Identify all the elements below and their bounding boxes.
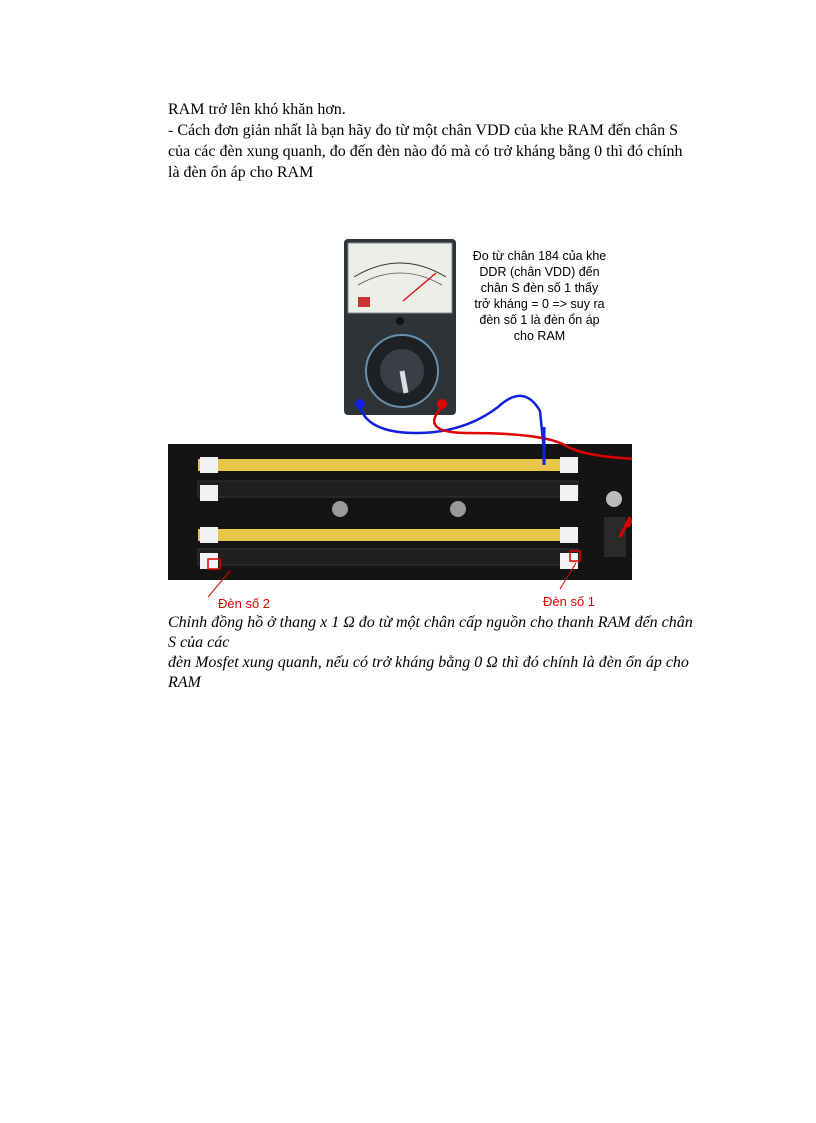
ram-slot-illustration [168, 444, 632, 580]
annotation-line: chân S đèn số 1 thấy [480, 281, 599, 295]
intro-paragraph [168, 99, 708, 183]
caption-line-4: RAM [168, 674, 201, 691]
caption-line-2: S của các [168, 634, 230, 651]
lamp-2-label: Đèn số 2 [218, 596, 271, 611]
intro-line-2: - Cách đơn giản nhất là bạn hãy đo từ một chân VDD của khe RAM đến chân S [168, 122, 679, 139]
intro-line-3: của các đèn xung quanh, đo đến đèn nào đó mà có trở kháng bằng 0 thì đó chính [168, 143, 683, 160]
annotation-line: Đo từ chân 184 của khe [472, 249, 607, 263]
figure-caption-continued [168, 653, 708, 693]
caption-line-3: đèn Mosfet xung quanh, nếu có trở kháng bằng 0 Ω thì đó chính là đèn ổn áp cho [168, 654, 689, 671]
annotation-line: đèn số 1 là đèn ổn áp [479, 313, 600, 327]
intro-line-4: là đèn ổn áp cho RAM [168, 164, 314, 181]
figure-caption [168, 613, 708, 653]
lamp-1-label: Đèn số 1 [543, 594, 596, 609]
figure-annotation [462, 248, 617, 344]
annotation-line: trở kháng = 0 => suy ra [474, 297, 605, 311]
caption-line-1: Chỉnh đồng hồ ở thang x 1 Ω đo từ một chân cấp nguồn cho thanh RAM đến chân [168, 614, 693, 631]
annotation-line: cho RAM [513, 329, 566, 343]
annotation-line: DDR (chân VDD) đến [479, 265, 600, 279]
intro-line-1: RAM trở lên khó khăn hơn. [168, 101, 346, 118]
multimeter-illustration [344, 239, 456, 415]
